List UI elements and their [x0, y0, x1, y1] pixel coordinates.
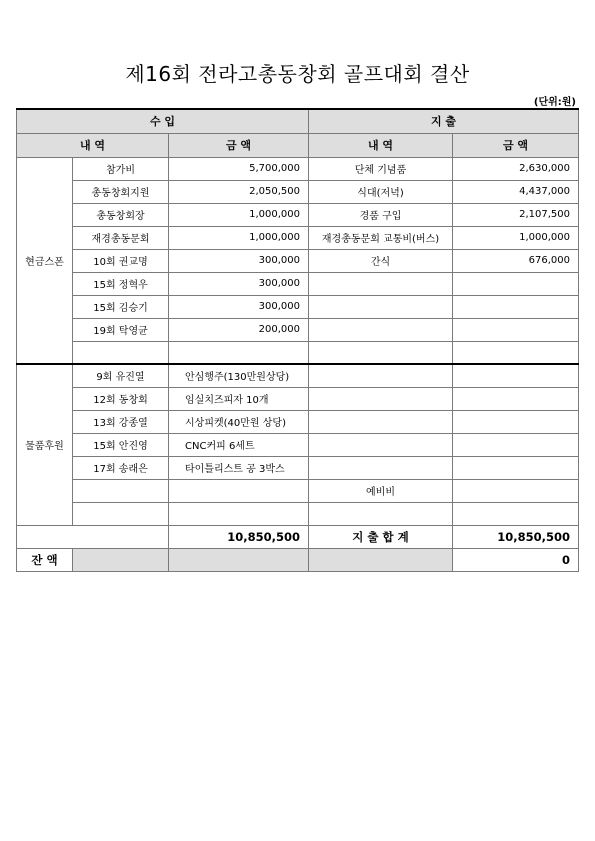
income-name-cell: 10회 권교명: [73, 249, 169, 272]
expense-total: 10,850,500: [453, 525, 579, 548]
income-amount-cell: 300,000: [169, 295, 309, 318]
expense-amount-cell: [453, 387, 579, 410]
goods-item-cell: 타이틀리스트 공 3박스: [169, 456, 309, 479]
income-item-header: 내 역: [17, 133, 169, 157]
expense-amount-cell: [453, 341, 579, 364]
income-name-cell: 재경총동문회: [73, 226, 169, 249]
income-amount-cell: 1,000,000: [169, 203, 309, 226]
goods-donor-cell: 17회 송래은: [73, 456, 169, 479]
goods-donor-cell: 9회 유진열: [73, 364, 169, 387]
income-amount-cell: [169, 341, 309, 364]
goods-item-cell: [169, 502, 309, 525]
income-name-cell: 총동창회지원: [73, 180, 169, 203]
expense-amount-cell: [453, 433, 579, 456]
expense-name-cell: [309, 410, 453, 433]
table-row: [17, 341, 579, 364]
table-row: [17, 180, 579, 203]
table-row: [17, 203, 579, 226]
income-amount-cell: 300,000: [169, 249, 309, 272]
table-row: [17, 387, 579, 410]
expense-name-cell: [309, 295, 453, 318]
income-amount-cell: 1,000,000: [169, 226, 309, 249]
table-row: [17, 226, 579, 249]
income-name-cell: 19회 탁영균: [73, 318, 169, 341]
balance-blank-cell: [309, 548, 453, 571]
goods-group-label: 물품후원: [17, 364, 73, 525]
expense-amount-cell: [453, 318, 579, 341]
expense-name-cell: 식대(저녁): [309, 180, 453, 203]
income-name-cell: 참가비: [73, 157, 169, 180]
table-row: [17, 249, 579, 272]
table-row: [17, 157, 579, 180]
income-name-cell: 15회 김승기: [73, 295, 169, 318]
expense-amount-header: 금 액: [453, 133, 579, 157]
table-row: [17, 479, 579, 502]
expense-amount-cell: [453, 364, 579, 387]
expense-amount-cell: [453, 502, 579, 525]
goods-donor-cell: [73, 502, 169, 525]
column-header-row: [17, 133, 579, 157]
goods-item-cell: 안심행주(130만원상당): [169, 364, 309, 387]
balance-value: 0: [453, 548, 579, 571]
expense-amount-cell: [453, 295, 579, 318]
balance-blank-cell: [169, 548, 309, 571]
income-name-cell: [73, 341, 169, 364]
table-row: [17, 433, 579, 456]
page-title: 제16회 전라고총동창회 골프대회 결산: [125, 62, 470, 86]
table-row: [17, 364, 579, 387]
table-row: [17, 295, 579, 318]
expense-name-cell: [309, 341, 453, 364]
expense-amount-cell: 1,000,000: [453, 226, 579, 249]
expense-item-header: 내 역: [309, 133, 453, 157]
goods-item-cell: [169, 479, 309, 502]
expense-name-cell: [309, 456, 453, 479]
income-name-cell: 총동창회장: [73, 203, 169, 226]
cash-group-label: 현금스폰: [17, 157, 73, 364]
totals-blank-cell: [17, 525, 169, 548]
income-amount-header: 금 액: [169, 133, 309, 157]
expense-name-cell: 경품 구입: [309, 203, 453, 226]
expense-header: 지 출: [309, 109, 579, 133]
table-row: [17, 410, 579, 433]
income-total: 10,850,500: [169, 525, 309, 548]
table-row: [17, 502, 579, 525]
expense-amount-cell: [453, 272, 579, 295]
expense-amount-cell: [453, 456, 579, 479]
goods-donor-cell: 15회 안진영: [73, 433, 169, 456]
expense-name-cell: [309, 433, 453, 456]
unit-label: (단위:원): [533, 97, 576, 108]
table-row: [17, 272, 579, 295]
balance-blank-cell: [73, 548, 169, 571]
income-name-cell: 15회 정혁우: [73, 272, 169, 295]
section-header-row: [17, 109, 579, 133]
goods-donor-cell: 12회 동창회: [73, 387, 169, 410]
expense-name-cell: [309, 272, 453, 295]
balance-label: 잔 액: [17, 548, 73, 571]
expense-name-cell: 재경총동문회 교통비(버스): [309, 226, 453, 249]
income-header: 수 입: [17, 109, 309, 133]
expense-amount-cell: 4,437,000: [453, 180, 579, 203]
totals-row: [17, 525, 579, 548]
income-amount-cell: 200,000: [169, 318, 309, 341]
expense-amount-cell: 2,107,500: [453, 203, 579, 226]
income-amount-cell: 5,700,000: [169, 157, 309, 180]
table-row: [17, 318, 579, 341]
expense-total-label: 지 출 합 계: [309, 525, 453, 548]
expense-amount-cell: [453, 410, 579, 433]
balance-row: [17, 548, 579, 571]
expense-name-cell: [309, 364, 453, 387]
expense-name-cell: 간식: [309, 249, 453, 272]
expense-name-cell: [309, 502, 453, 525]
expense-name-cell: [309, 387, 453, 410]
expense-amount-cell: 676,000: [453, 249, 579, 272]
table-row: [17, 456, 579, 479]
goods-item-cell: 시상피켓(40만원 상당): [169, 410, 309, 433]
expense-name-cell: [309, 318, 453, 341]
goods-donor-cell: [73, 479, 169, 502]
goods-donor-cell: 13회 강종열: [73, 410, 169, 433]
goods-item-cell: 임실치즈피자 10개: [169, 387, 309, 410]
income-amount-cell: 2,050,500: [169, 180, 309, 203]
expense-name-cell: 예비비: [309, 479, 453, 502]
expense-amount-cell: [453, 479, 579, 502]
expense-amount-cell: 2,630,000: [453, 157, 579, 180]
expense-name-cell: 단체 기념품: [309, 157, 453, 180]
goods-item-cell: CNC커피 6세트: [169, 433, 309, 456]
settlement-table: [16, 108, 579, 572]
income-amount-cell: 300,000: [169, 272, 309, 295]
